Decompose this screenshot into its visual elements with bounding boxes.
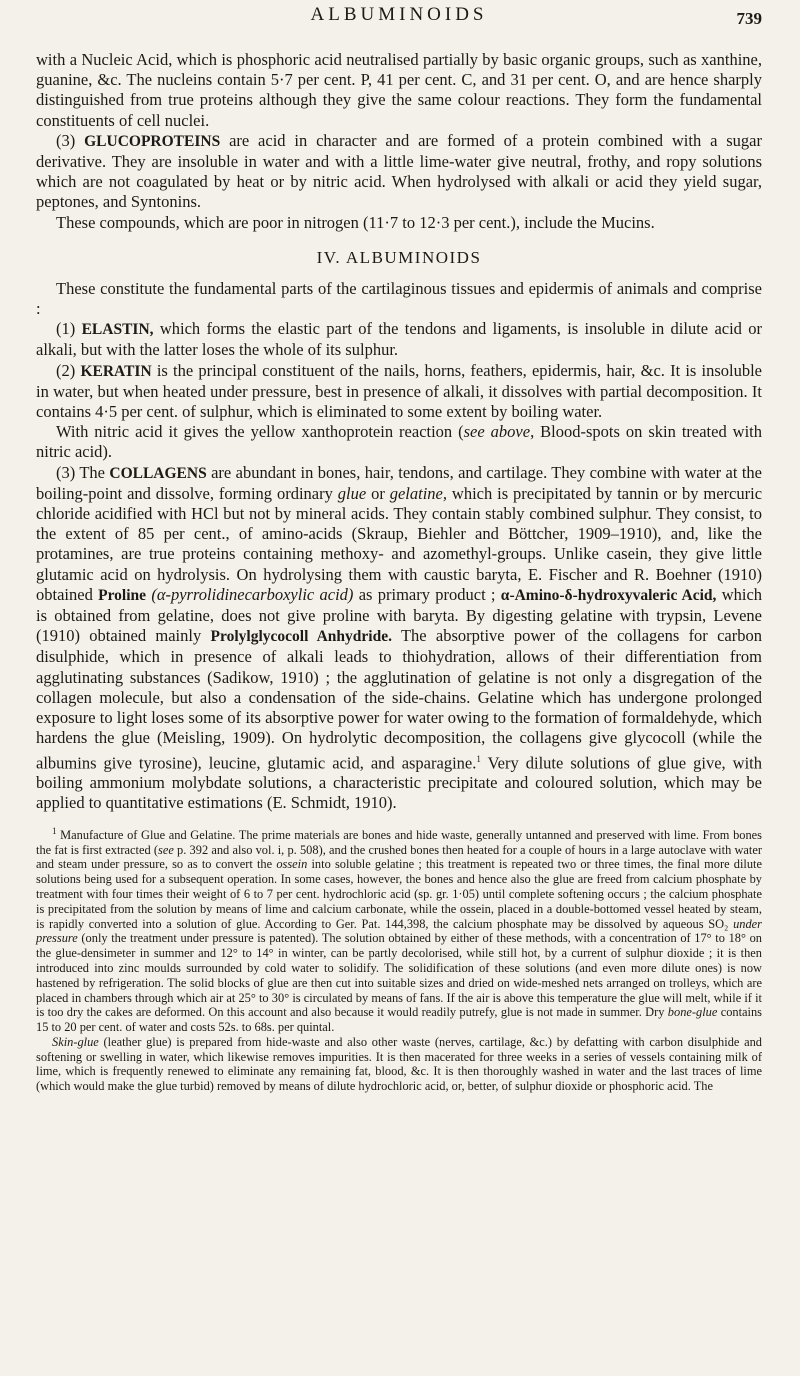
term-collagens: COLLAGENS	[109, 464, 207, 482]
term-proline: Proline	[98, 586, 147, 604]
section-heading: IV. ALBUMINOIDS	[316, 247, 482, 267]
term-gelatine: gelatine,	[389, 483, 448, 503]
list-number: (3)	[56, 130, 76, 150]
list-number: (2)	[56, 360, 76, 380]
paragraph-nucleic-acid: with a Nucleic Acid, which is phosphoric acid neutralised partially by basic organic groups, such as xanthine, guanine, &c. The nucleins contain 5·7 per cent. P, 41 per cent. C, and 31 per cent. O, and are hence sharply distinguished from true proteins although they give the same colour reactions. They form the fundamental constituents of cell nuclei.	[36, 50, 762, 130]
paragraph-text: is the principal constituent of the nails, horns, feathers, epidermis, hair, &c. It is insoluble in water, but when heated under pressure, best in presence of alkali, it dissolves with partial decomposition. It contains 4·5 per cent. of sulphur, which is eliminated to some extent by boiling water.	[36, 360, 763, 422]
footnote-text: (leather glue) is prepared from hide-waste and also other waste (nerves, cartilage, &c.) by defatting with carbon disulphide and softening or swelling in water, which likewise removes impurities. It is then macerated for three weeks in a series of vessels containing milk of lime, which is frequently renewed to eliminate any remaining fat, blood, &c. It is then thoroughly washed in water and the last traces of lime (which would make the glue turbid) removed by means of dilute hydrochloric acid, or, better, of sulphur dioxide or phosphoric acid. The	[36, 1034, 763, 1094]
footnote-text: contains 15 to 20 per cent. of water and costs 52s. to 68s. per quintal.	[36, 1005, 762, 1035]
term-ossein: ossein	[276, 857, 308, 872]
paragraph-text: With nitric acid it gives the yellow xanthoprotein reaction (	[56, 422, 464, 442]
paragraph-elastin	[36, 319, 762, 360]
footnote-title: Manufacture of Glue and Gelatine.	[60, 827, 236, 842]
paragraph-text: The absorptive power of the collagens for carbon disulphide, which in presence of alkali leads to thiohydration, allows of their differentiation from agglutinating substances (Sadikow, 1910) ; the agglutination of gelatine is not only a disgregation of the collagen molecule, but also a condensation of the side-chains. Gelatine which has undergone prolonged exposure to light loses some of its absorptive power for water owing to the formation of formaldehyde, which hardens the glue (Meisling, 1909). On hydrolytic decomposition, the collagens give glycocoll (while the albumins give tyrosine), leucine, glutamic acid, and asparagine.	[36, 626, 762, 772]
term-amino-acid: α-Amino-δ-hydroxyvaleric Acid,	[500, 586, 717, 604]
term-under-pressure: under pressure	[36, 916, 762, 946]
paragraph-xanthoprotein	[36, 422, 762, 462]
paragraph-text: which is precipitated by tannin or by mercuric chloride acidified with HCl but not by mineral acids. They contain stably combined sulphur. They consist, to the extent of 85 per cent., of amino-acids (Skraup, Biehler and Böttcher, 1909–1910), and, like the protamines, are true proteins containing methoxy- and azomethyl-groups. Unlike casein, they give little glutamic acid on hydrolysis. On hydrolysing them with caustic baryta, E. Fischer and R. Boehner (1910) obtained	[36, 483, 763, 604]
list-number: (1)	[56, 319, 76, 339]
running-title: ALBUMINOIDS	[310, 4, 488, 25]
cross-reference: see above	[463, 422, 531, 442]
paragraph-text: or	[371, 483, 385, 503]
footnote-skin-glue	[36, 1035, 762, 1094]
paragraph-text: as primary product ;	[358, 584, 496, 604]
footnote-text: into soluble gelatine ; this treatment is repeated two or three times, the final more dilute solutions being used for a subsequent operation. In some cases, however, the bones and hence also the glue are freed from calcium phosphate by treatment with four times their weight of 6 to 7 per cent. hydrochloric acid (sp. gr. 1·05) until complete softening occurs ; the calcium phosphate is precipitated from the solution by means of lime and calcium carbonate, while the ossein, placed in a double-bottomed vessel heated by steam, is rapidly converted into a solution of glue. According to Ger. Pat. 144,398, the calcium phosphate may be dissolved by aqueous SO₂	[36, 857, 762, 931]
list-number: (3) The	[56, 462, 105, 482]
paragraph-text: which is obtained from gelatine, does not give proline with baryta. By digesting gelatine with trypsin, Levene (1910) obtained mainly	[36, 584, 763, 646]
term-bone-glue: bone-glue	[667, 1005, 718, 1020]
term-glue: glue	[337, 483, 367, 503]
chemical-name: (α-pyrrolidinecarboxylic acid)	[151, 584, 354, 604]
footnote-glue-manufacture	[36, 824, 762, 1035]
page-number: 739	[736, 9, 762, 28]
term-skin-glue: Skin-glue	[52, 1034, 99, 1049]
footnote-text: p. 392 and also vol. i, p. 508), and the crushed bones then heated for a couple of hours in a large autoclave with water and steam under pressure, so as to convert the	[36, 842, 762, 872]
term-elastin: ELASTIN,	[81, 321, 154, 339]
cross-reference: see	[158, 842, 174, 857]
paragraph-text: which forms the elastic part of the tendons and ligaments, is insoluble in dilute acid or alkali, but with the latter loses the whole of its sulphur.	[36, 319, 762, 360]
footnotes	[36, 824, 762, 1094]
footnote-reference: 1	[476, 753, 481, 764]
paragraph-text: are abundant in bones, hair, tendons, and cartilage. They combine with water at the boiling-point and dissolve, forming ordinary	[36, 462, 762, 503]
paragraph-keratin	[36, 361, 762, 423]
footnote-marker: 1	[52, 825, 57, 836]
term-prolylglycocoll: Prolylglycocoll Anhydride.	[210, 628, 392, 646]
paragraph-collagens	[36, 463, 762, 814]
footnote-text: The prime materials are bones and hide waste, generally untanned and preserved with lime. From bones the fat is first extracted (	[36, 827, 762, 857]
paragraph-text: Very dilute solutions of glue give, with boiling ammonium molybdate solutions, a characteristic precipitate and coloured solution, which may be applied to quantitative estimations (E. Schmidt, 1910).	[36, 753, 762, 813]
paragraph-text: are acid in character and are formed of a protein combined with a sugar derivative. They are insoluble in water and with a little lime-water give neutral, frothy, and ropy solutions which are not coagulated by heat or by nitric acid. When hydrolysed with alkali or acid they yield sugar, peptones, and Syntonins.	[36, 130, 762, 212]
term-keratin: KERATIN	[80, 362, 152, 380]
paragraph-text: , Blood-spots on skin treated with nitric acid).	[36, 422, 763, 462]
footnote-text: (only the treatment under pressure is patented). The solution obtained by either of these methods, with a concentration of 17° to 18° on the glue-densimeter in summer and 12° to 14° in winter, can be partly decolorised, while still hot, by a current of sulphur dioxide ; it is then introduced into zinc moulds surrounded by cold water to solidify. The solidification of these solutions (and even more dilute ones) is now hastened by refrigeration. The solid blocks of glue are then cut into suitable sizes and dried on wide-meshed nets arranged on trolleys, which are placed in chambers through which air at 25° to 30° is circulated by means of fans. If the air is above this temperature the glue will melt, while if it is too dry the cakes are deformed. On this account and also because it would readily putrefy, glue is not made in summer. Dry	[36, 931, 762, 1020]
paragraph-mucins: These compounds, which are poor in nitrogen (11·7 to 12·3 per cent.), include the Mucins.	[56, 212, 655, 232]
paragraph-intro: These constitute the fundamental parts of the cartilaginous tissues and epidermis of animals and comprise :	[36, 278, 762, 319]
paragraph-glucoproteins	[36, 131, 762, 213]
running-head	[36, 0, 762, 50]
main-text	[36, 50, 762, 814]
term-glucoproteins: GLUCOPROTEINS	[84, 132, 221, 150]
